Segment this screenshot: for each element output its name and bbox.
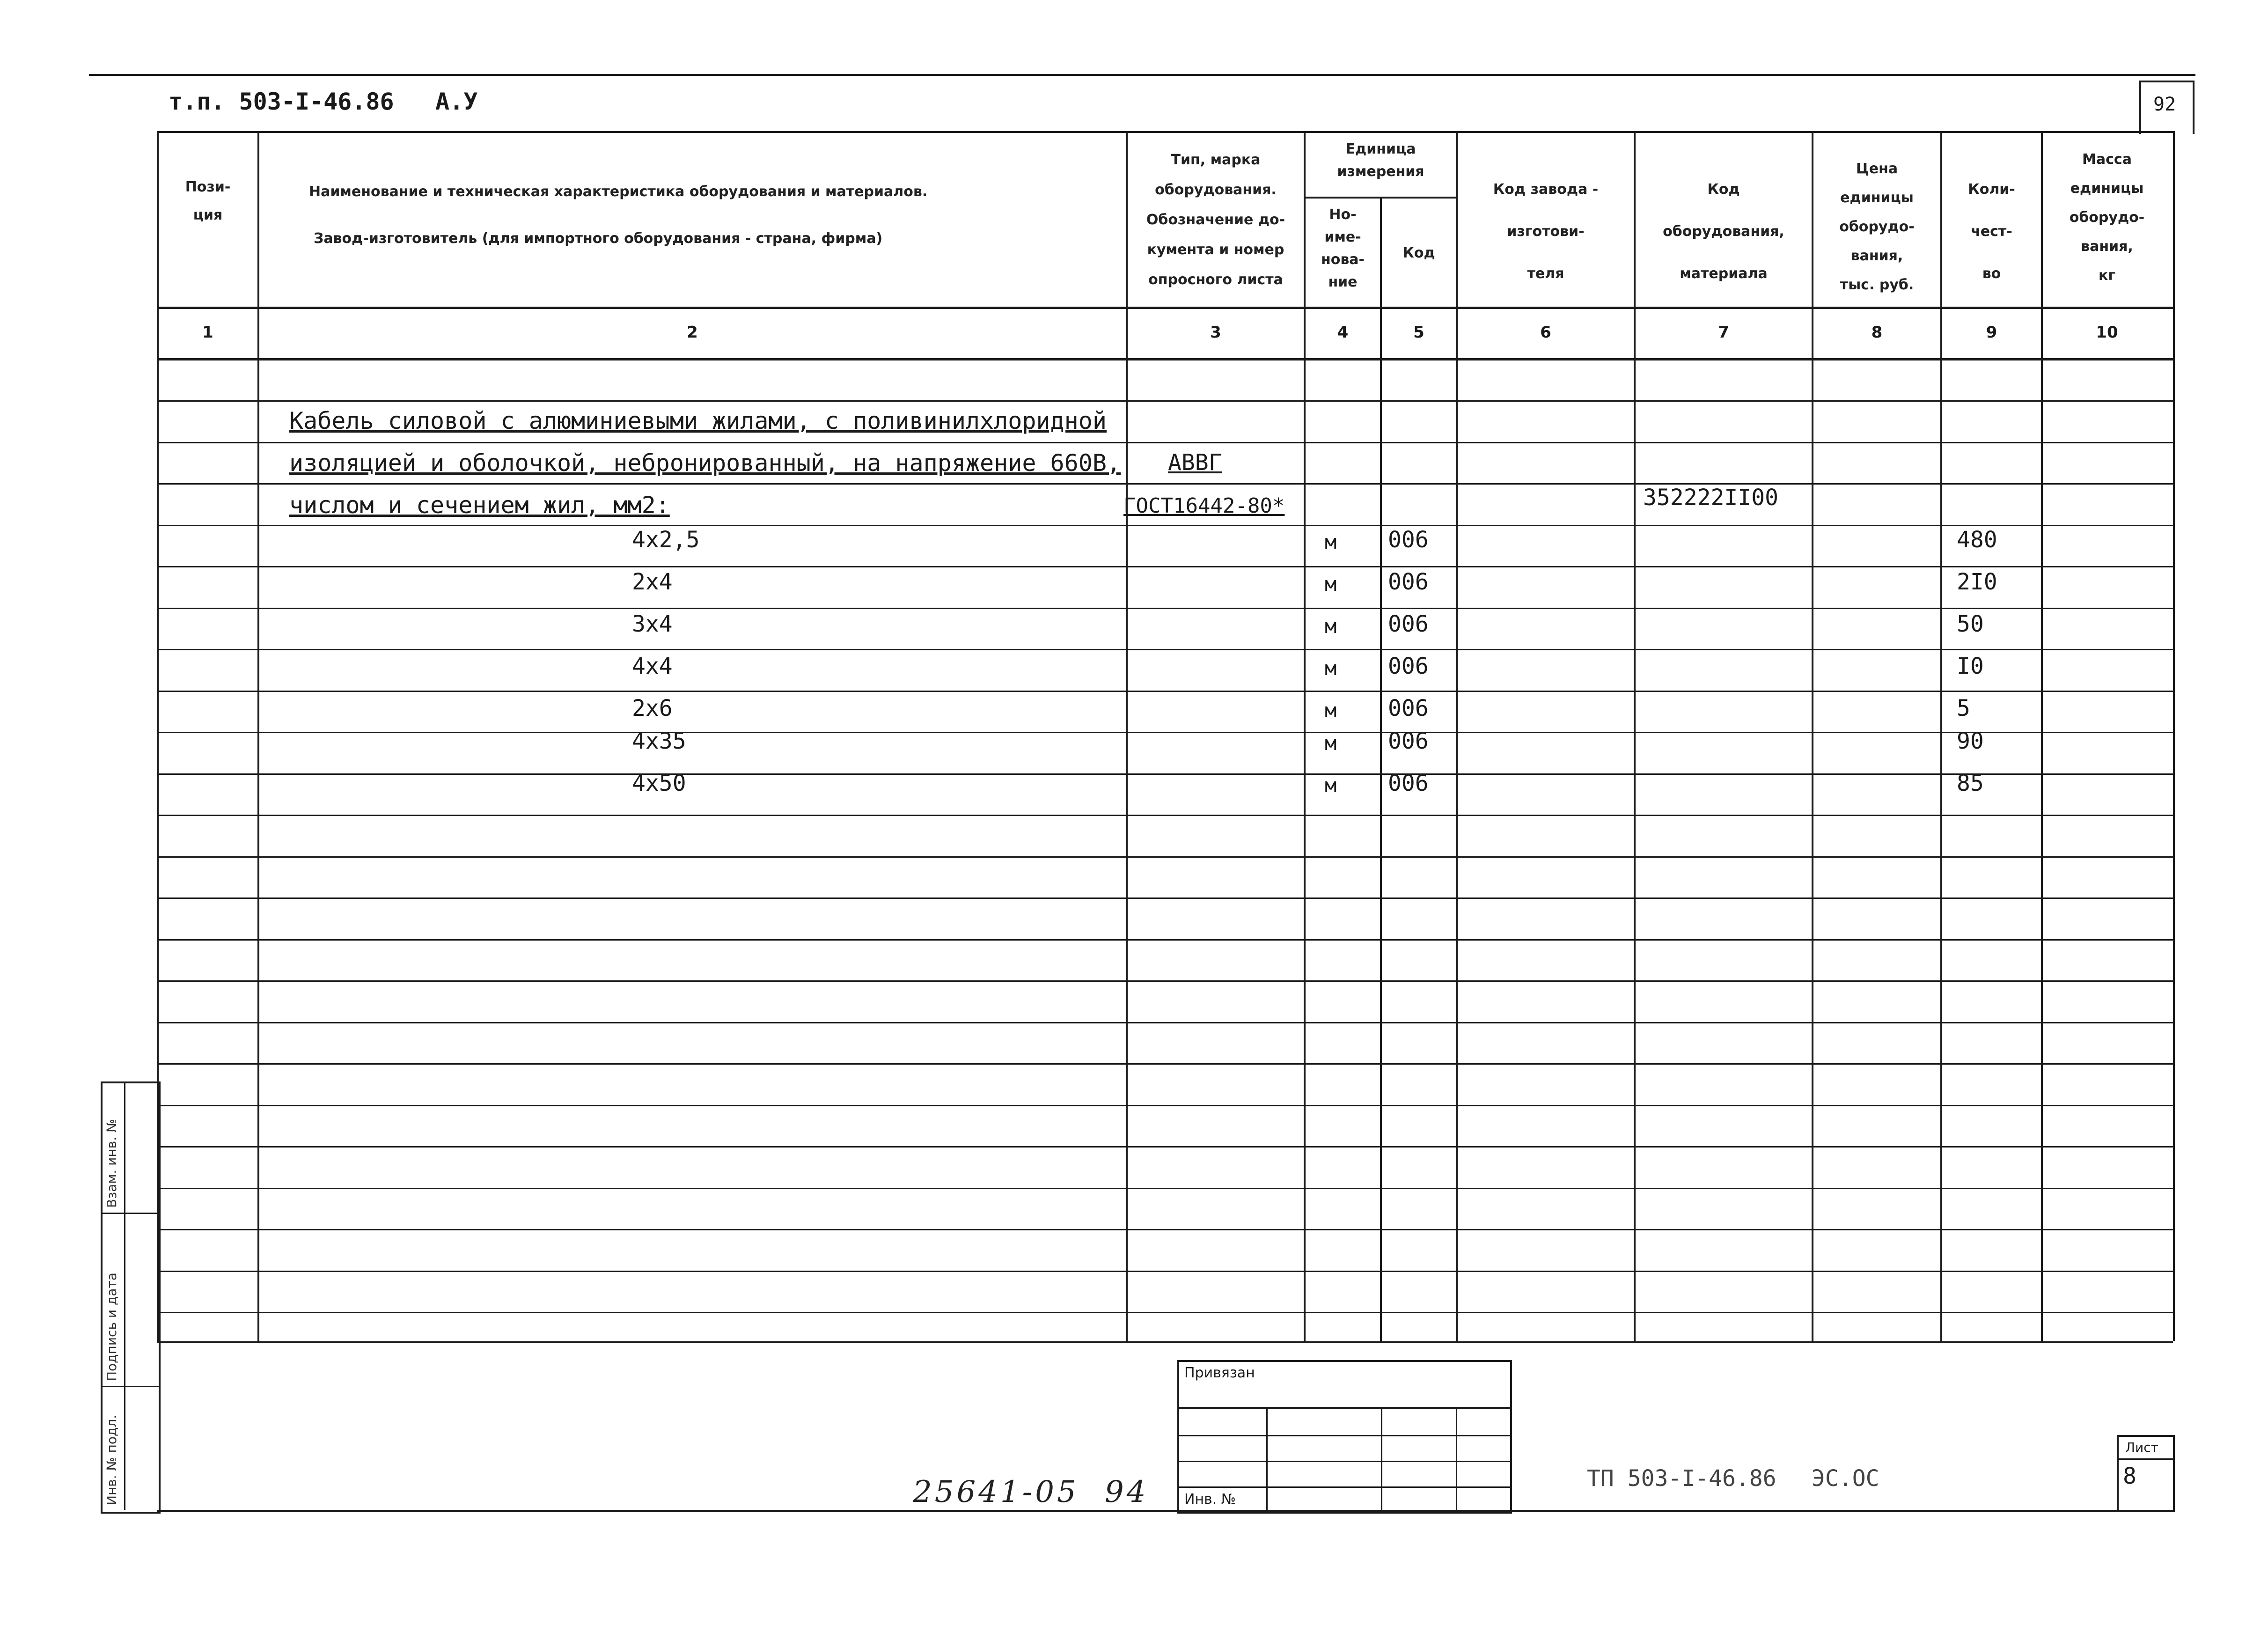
corner-number: 92 <box>2153 94 2176 115</box>
row-quantity: 2I0 <box>1957 569 1997 595</box>
header-position: Пози- ция <box>185 179 231 223</box>
table-row-divider <box>157 897 2173 899</box>
side-label-sign-date: Подпись и дата <box>104 1273 119 1381</box>
table-row-divider <box>157 566 2173 567</box>
table-row-divider <box>157 1229 2173 1230</box>
spec-table <box>157 131 2175 1341</box>
table-row-divider <box>157 1146 2173 1148</box>
col-number-5: 5 <box>1413 323 1424 342</box>
table-row-divider <box>157 732 2173 733</box>
bottom-rule <box>157 1341 2173 1343</box>
row-unit-code: 006 <box>1388 728 1429 754</box>
table-row-divider <box>157 773 2173 775</box>
side-label-vzam-inv: Взам. инв. № <box>104 1118 119 1208</box>
type-mark: АВВГ <box>1168 449 1222 476</box>
table-row-divider <box>157 856 2173 858</box>
row-size: 4х4 <box>632 653 673 679</box>
col-number-4: 4 <box>1337 323 1349 342</box>
row-unit-code: 006 <box>1388 569 1429 595</box>
row-quantity: 480 <box>1957 527 1997 553</box>
document-code: ТП 503-I-46.86 <box>1587 1465 1776 1492</box>
table-row-divider <box>157 1312 2173 1313</box>
table-row-divider <box>157 1022 2173 1023</box>
col-number-6: 6 <box>1540 323 1551 342</box>
col-number-1: 1 <box>202 323 213 342</box>
row-size: 3х4 <box>632 611 673 637</box>
header-name: Наименование и техническая характеристика оборудования и материалов. Завод-изготовитель (для импортного оборудования - страна, фирма) <box>309 184 928 247</box>
table-row-divider <box>157 649 2173 650</box>
header-price: Цена единицы оборудо- вания, тыс. руб. <box>1839 161 1915 293</box>
item-description-line-1: Кабель силовой с алюминиевыми жилами, с поливинилхлоридной <box>289 407 1107 434</box>
table-row-divider <box>157 815 2173 816</box>
row-unit-code: 006 <box>1388 611 1429 637</box>
top-rule <box>89 74 2195 76</box>
col-number-10: 10 <box>2096 323 2118 342</box>
col-number-7: 7 <box>1718 323 1729 342</box>
row-unit-code: 006 <box>1388 770 1429 796</box>
row-unit: м <box>1325 657 1337 680</box>
document-suffix: ЭС.ОС <box>1812 1465 1879 1492</box>
row-size: 4х2,5 <box>632 527 700 553</box>
album-label: А.У <box>435 88 478 115</box>
col-number-2: 2 <box>687 323 698 342</box>
row-size: 4х35 <box>632 728 686 754</box>
table-row-divider <box>157 525 2173 526</box>
handwritten-inventory-number: 25641-05 <box>913 1475 1079 1509</box>
table-row-divider <box>157 400 2173 402</box>
header-unit-name: Но- име- нова- ние <box>1321 206 1365 290</box>
row-size: 2х4 <box>632 569 673 595</box>
row-unit-code: 006 <box>1388 527 1429 553</box>
row-quantity: 90 <box>1957 728 1984 754</box>
header-unit-group: Единица измерения <box>1337 141 1424 180</box>
handwritten-inventory-suffix: 94 <box>1105 1475 1149 1509</box>
row-unit-code: 006 <box>1388 695 1429 721</box>
row-unit: м <box>1325 699 1337 722</box>
tied-block <box>1177 1360 1512 1514</box>
header-type: Тип, марка оборудования. Обозначение до- кумента и номер опросного листа <box>1146 152 1285 288</box>
table-row-divider <box>157 1105 2173 1106</box>
header-quantity: Коли- чест- во <box>1968 181 2015 282</box>
table-row-divider <box>157 483 2173 485</box>
row-unit: м <box>1325 530 1337 553</box>
item-description-line-3: числом и сечением жил, мм2: <box>289 492 670 519</box>
row-unit: м <box>1325 732 1337 755</box>
row-unit: м <box>1325 615 1337 638</box>
table-row-divider <box>157 442 2173 443</box>
row-quantity: 85 <box>1957 770 1984 796</box>
table-row-divider <box>157 691 2173 692</box>
row-size: 2х6 <box>632 695 673 721</box>
row-quantity: I0 <box>1957 653 1984 679</box>
gost-reference: ГОСТ16442-80* <box>1123 494 1285 518</box>
table-top-rule <box>157 131 2173 133</box>
row-quantity: 50 <box>1957 611 1984 637</box>
col-number-8: 8 <box>1871 323 1883 342</box>
table-row-divider <box>157 1271 2173 1272</box>
table-row-divider <box>157 1188 2173 1189</box>
row-unit: м <box>1325 573 1337 596</box>
item-description-line-2: изоляцией и оболочкой, небронированный, на напряжение 660В, <box>289 449 1121 477</box>
col-number-3: 3 <box>1210 323 1221 342</box>
row-unit-code: 006 <box>1388 653 1429 679</box>
header-mass: Масса единицы оборудо- вания, кг <box>2069 151 2145 284</box>
header-unit-code: Код <box>1402 245 1435 261</box>
header-factory: Код завода - изготови- теля <box>1493 181 1599 282</box>
table-row-divider <box>157 980 2173 982</box>
row-quantity: 5 <box>1957 695 1970 721</box>
sheet-number: 8 <box>2123 1463 2136 1489</box>
tied-label: Привязан <box>1184 1365 1255 1381</box>
inventory-label: Инв. № <box>1184 1491 1236 1508</box>
row-size: 4х50 <box>632 770 686 796</box>
table-row-divider <box>157 1063 2173 1065</box>
row-unit: м <box>1325 774 1337 797</box>
header-code: Код оборудования, материала <box>1663 181 1784 282</box>
table-row-divider <box>157 608 2173 609</box>
project-number: т.п. 503-I-46.86 <box>169 88 394 115</box>
material-code: 352222II00 <box>1643 485 1778 511</box>
side-label-inv-podl: Инв. № подл. <box>104 1414 119 1505</box>
sheet-label: Лист <box>2125 1440 2158 1455</box>
table-row-divider <box>157 939 2173 941</box>
col-number-9: 9 <box>1986 323 1997 342</box>
